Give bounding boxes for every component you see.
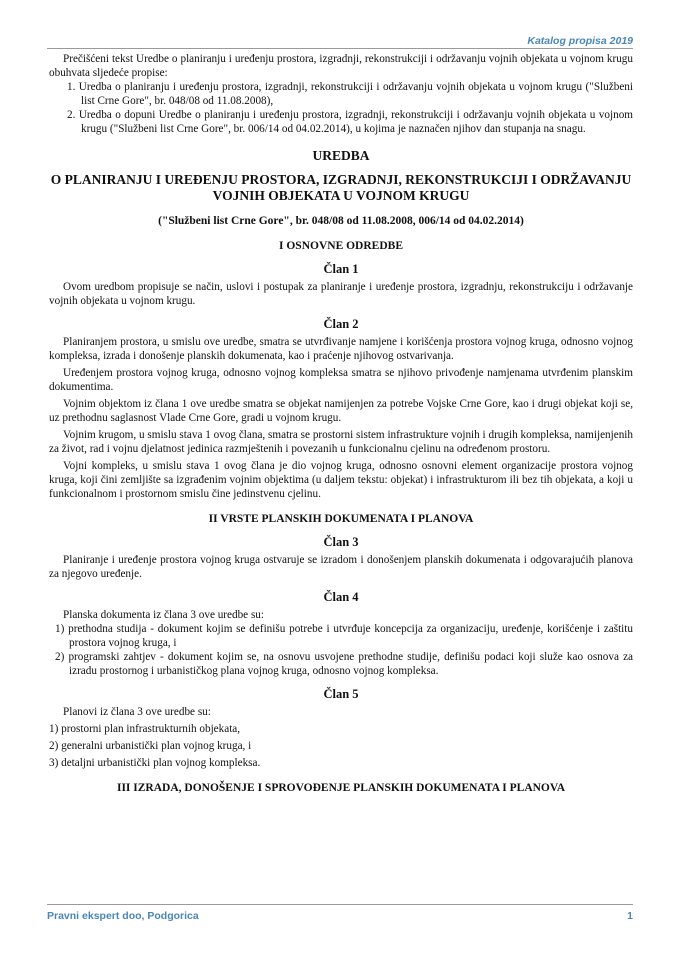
list-item: 2) programski zahtjev - dokument kojim se, na osnovu usvojene prethodne studije, definišu podaci koji služe kao osnova za izradu prostornog i urbanističkog plana vojnog kruga, odnosno vojnog kompleksa. — [55, 651, 633, 677]
article-label: Član 2 — [323, 317, 359, 331]
article-paragraph: Vojni kompleks, u smislu stava 1 ovog člana je dio vojnog kruga, odnosno osnovni element organizacije prostora vojnog kruga, koji čini zemljište sa izgrađenim vojnim objektima (u daljem tekstu: objekat) i infrastrukturom ili bez tih objekata, a koji u funkcionalnom i prostornom smislu čine jedinstvenu cjelinu. — [49, 460, 633, 500]
publisher-label: Pravni ekspert doo, Podgorica — [47, 910, 199, 922]
intro-item: 2. Uredba o dopuni Uredbe o planiranju i uređenju prostora, izgradnji, rekonstrukciji i održavanju vojnih objekata u vojnom krugu ("Službeni list Crne Gore", br. 006/14 od 04.02.2014), u kojima je naznačen njihov dan stupanja na snagu. — [67, 109, 633, 135]
page-header — [47, 35, 633, 49]
document-body — [49, 52, 633, 795]
article-paragraph: Uređenjem prostora vojnog kruga, odnosno vojnog kompleksa smatra se njihovo privođenje namjenama utvrđenim planskim dokumentima. — [49, 367, 633, 393]
article-paragraph: Vojnim krugom, u smislu stava 1 ovog člana, smatra se prostorni sistem infrastrukture vojnih i drugih kompleksa, namijenjenih za život, rad i vojnu djelatnost jedinica razmještenih i povezanih u funkcionalnu cjelinu na određenom prostoru. — [49, 429, 633, 455]
document-heading: UREDBA — [312, 148, 370, 163]
intro-item: 1. Uredba o planiranju i uređenju prostora, izgradnji, rekonstrukciji i održavanju vojnih objekata u vojnom krugu ("Službeni list Crne Gore", br. 048/08 od 11.08.2008), — [67, 81, 633, 107]
gazette-reference: ("Službeni list Crne Gore", br. 048/08 od 11.08.2008, 006/14 od 04.02.2014) — [158, 215, 524, 227]
part-title: II VRSTE PLANSKIH DOKUMENATA I PLANOVA — [208, 513, 474, 525]
article-paragraph: Vojnim objektom iz člana 1 ove uredbe smatra se objekat namijenjen za potrebe Vojske Crne Gore, kao i drugi objekat koji se, uz prethodnu saglasnost Vlade Crne Gore, gradi u vojnom krugu. — [49, 398, 633, 424]
article-label: Član 5 — [323, 687, 359, 701]
catalog-label: Katalog propisa 2019 — [527, 35, 633, 47]
article-paragraph: Planiranje i uređenje prostora vojnog kruga ostvaruje se izradom i donošenjem planskih dokumenata i odgovarajućih planova za njegovo uređenje. — [49, 554, 633, 580]
list-item: 1) prethodna studija - dokument kojim se definišu potrebe i utvrđuje koncepcija za organizaciju, uređenje, korišćenje i zaštitu prostora vojnog kruga, i — [55, 623, 633, 649]
article-label: Član 3 — [323, 535, 359, 549]
part-title: I OSNOVNE ODREDBE — [279, 240, 403, 252]
intro-text: Prečišćeni tekst Uredbe o planiranju i uređenju prostora, izgradnji, rekonstrukciji i održavanju vojnih objekata u vojnom krugu obuhvata sljedeće propise: — [49, 53, 633, 79]
list-item: 2) generalni urbanistički plan vojnog kruga, i — [49, 740, 252, 752]
article-paragraph: Planiranjem prostora, u smislu ove uredbe, smatra se utvrđivanje namjene i korišćenja prostora vojnog kruga, odnosno vojnog kompleksa, izrada i donošenje planskih dokumenata, kao i praćenje njihovog ostvarivanja. — [49, 336, 633, 362]
article-paragraph: Planovi iz člana 3 ove uredbe su: — [63, 706, 211, 718]
list-item: 3) detaljni urbanistički plan vojnog kompleksa. — [49, 757, 261, 769]
article-label: Član 1 — [323, 262, 359, 276]
list-item: 1) prostorni plan infrastrukturnih objekata, — [49, 723, 241, 735]
article-label: Član 4 — [323, 590, 359, 604]
article-paragraph: Planska dokumenta iz člana 3 ove uredbe su: — [63, 609, 265, 621]
page-footer — [47, 904, 633, 921]
article-paragraph: Ovom uredbom propisuje se način, uslovi i postupak za planiranje i uređenje prostora, izgradnju, rekonstrukciju i održavanje vojnih objekata u vojnom krugu. — [49, 281, 633, 307]
page-number: 1 — [627, 910, 633, 922]
document-title: O PLANIRANJU I UREĐENJU PROSTORA, IZGRADNJI, REKONSTRUKCIJI I ODRŽAVANJU VOJNIH OBJEKATA U VOJNOM KRUGU — [50, 172, 632, 203]
part-title: III IZRADA, DONOŠENJE I SPROVOĐENJE PLANSKIH DOKUMENATA I PLANOVA — [116, 782, 565, 794]
